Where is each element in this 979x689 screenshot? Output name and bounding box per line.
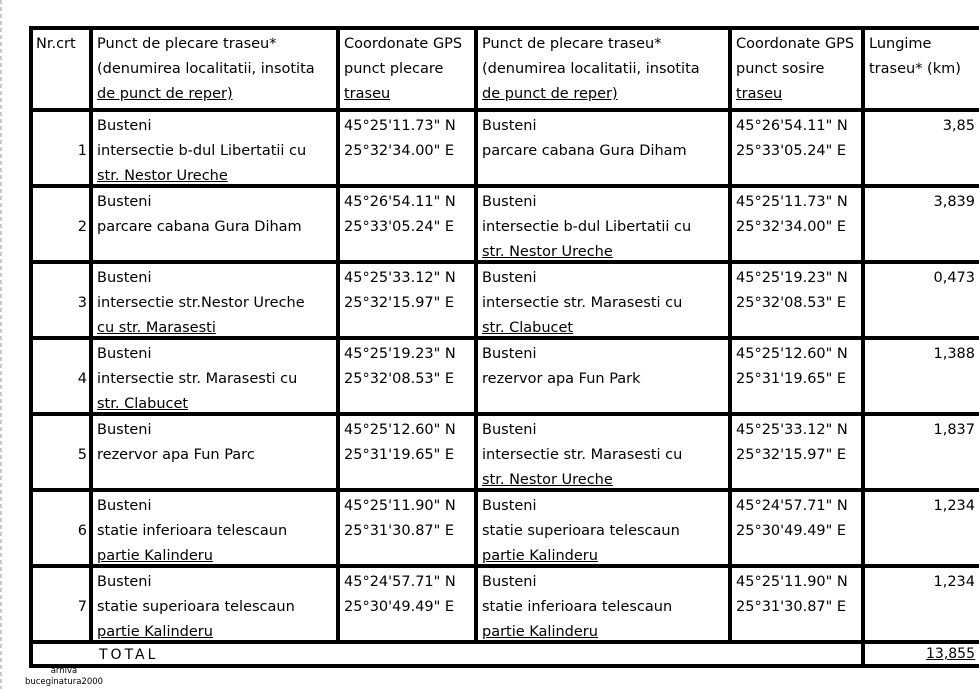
route-length-text: 1,388 — [933, 346, 975, 362]
cell-line: Busteni — [97, 574, 152, 590]
cell-line: Busteni — [482, 498, 537, 514]
credit-line-1: arhiva — [50, 666, 78, 676]
row-number — [33, 340, 89, 412]
cell-line: 45°26'54.11" N — [344, 194, 456, 210]
cell-line: rezervor apa Fun Parc — [97, 447, 255, 463]
route-length-text: 3,85 — [942, 118, 975, 134]
end-point — [478, 568, 728, 640]
header-gps-start: Coordonate GPS punct plecare traseu — [340, 30, 474, 108]
cell-line: 45°25'19.23" N — [736, 270, 848, 286]
route-length-text: 3,839 — [933, 194, 975, 210]
cell-line: intersectie str. Marasesti cu — [482, 447, 683, 463]
cell-line: 25°32'34.00" E — [344, 143, 455, 159]
cell-line: parcare cabana Gura Diham — [97, 219, 302, 235]
cell-line: Busteni — [482, 422, 537, 438]
credit-line-2: buceginatura2000 — [24, 677, 104, 687]
cell-line: 25°32'34.00" E — [736, 219, 847, 235]
cell-line: statie inferioara telescaun — [482, 599, 673, 615]
cell-line: Busteni — [97, 194, 152, 210]
cell-line: 45°25'11.90" N — [736, 574, 848, 590]
route-length — [865, 264, 979, 336]
cell-line: 45°25'11.73" N — [344, 118, 456, 134]
cell-line: 45°24'57.71" N — [344, 574, 456, 590]
cell-line: Busteni — [482, 346, 537, 362]
end-point — [478, 340, 728, 412]
gps-end — [732, 568, 861, 640]
row-number — [33, 492, 89, 564]
route-length-text: 1,234 — [933, 574, 975, 590]
cell-line: 45°24'57.71" N — [736, 498, 848, 514]
cell-line: partie Kalinderu — [97, 548, 213, 564]
cell-line: 25°31'30.87" E — [344, 523, 455, 539]
row-number — [33, 416, 89, 488]
cell-line: Busteni — [482, 194, 537, 210]
cell-line: 25°32'15.97" E — [736, 447, 847, 463]
cell-line: 45°25'11.73" N — [736, 194, 848, 210]
gps-end — [732, 340, 861, 412]
gps-start — [340, 340, 474, 412]
gps-end — [732, 492, 861, 564]
cell-line: partie Kalinderu — [97, 624, 213, 640]
cell-line: 25°33'05.24" E — [344, 219, 455, 235]
row-number-text: 2 — [77, 219, 87, 235]
cell-line: Busteni — [97, 118, 152, 134]
cell-line: 25°30'49.49" E — [736, 523, 847, 539]
gps-end — [732, 264, 861, 336]
end-point — [478, 264, 728, 336]
cell-line: Busteni — [97, 270, 152, 286]
cell-line: statie superioara telescaun — [482, 523, 680, 539]
routes-table — [29, 26, 979, 668]
total-label: TOTAL — [33, 644, 861, 664]
page-edge — [0, 0, 2, 689]
end-point — [478, 112, 728, 184]
cell-line: 45°25'12.60" N — [344, 422, 456, 438]
cell-line: Busteni — [97, 422, 152, 438]
cell-line: intersectie b-dul Libertatii cu — [482, 219, 692, 235]
row-number — [33, 112, 89, 184]
cell-line: 25°32'15.97" E — [344, 295, 455, 311]
cell-line: 25°33'05.24" E — [736, 143, 847, 159]
archive-credit — [4, 666, 124, 688]
route-length — [865, 568, 979, 640]
cell-line: str. Clabucet — [97, 396, 189, 412]
start-point — [93, 492, 336, 564]
end-point — [478, 416, 728, 488]
row-number-text: 4 — [77, 371, 87, 387]
row-number-text: 7 — [77, 599, 87, 615]
cell-line: intersectie str.Nestor Ureche — [97, 295, 305, 311]
route-length — [865, 492, 979, 564]
cell-line: Busteni — [97, 346, 152, 362]
cell-line: rezervor apa Fun Park — [482, 371, 641, 387]
row-number — [33, 568, 89, 640]
start-point — [93, 188, 336, 260]
cell-line: Busteni — [482, 118, 537, 134]
cell-line: 25°32'08.53" E — [736, 295, 847, 311]
cell-line: 25°31'30.87" E — [736, 599, 847, 615]
cell-line: partie Kalinderu — [482, 624, 598, 640]
cell-line: statie inferioara telescaun — [97, 523, 288, 539]
cell-line: 45°25'11.90" N — [344, 498, 456, 514]
cell-line: 25°32'08.53" E — [344, 371, 455, 387]
row-number-text: 1 — [77, 143, 87, 159]
row-number-text: 6 — [77, 523, 87, 539]
gps-start — [340, 568, 474, 640]
route-length — [865, 188, 979, 260]
cell-line: str. Nestor Ureche — [97, 168, 228, 184]
cell-line: intersectie b-dul Libertatii cu — [97, 143, 307, 159]
cell-line: 45°25'33.12" N — [344, 270, 456, 286]
gps-start — [340, 112, 474, 184]
gps-start — [340, 188, 474, 260]
cell-line: Busteni — [97, 498, 152, 514]
header-gps-end: Coordonate GPS punct sosire traseu — [732, 30, 861, 108]
cell-line: intersectie str. Marasesti cu — [97, 371, 298, 387]
start-point — [93, 416, 336, 488]
cell-line: cu str. Marasesti — [97, 320, 216, 336]
gps-start — [340, 416, 474, 488]
cell-line: 45°25'12.60" N — [736, 346, 848, 362]
cell-line: 25°31'19.65" E — [344, 447, 455, 463]
cell-line: parcare cabana Gura Diham — [482, 143, 687, 159]
cell-line: 25°31'19.65" E — [736, 371, 847, 387]
end-point — [478, 492, 728, 564]
gps-end — [732, 112, 861, 184]
cell-line: str. Nestor Ureche — [482, 244, 613, 260]
route-length — [865, 416, 979, 488]
cell-line: 45°25'19.23" N — [344, 346, 456, 362]
cell-line: partie Kalinderu — [482, 548, 598, 564]
header-start-point: Punct de plecare traseu* (denumirea localitatii, insotita de punct de reper) — [93, 30, 336, 108]
cell-line: 45°25'33.12" N — [736, 422, 848, 438]
header-nr: Nr.crt — [33, 30, 89, 108]
cell-line: 45°26'54.11" N — [736, 118, 848, 134]
cell-line: str. Clabucet — [482, 320, 574, 336]
gps-end — [732, 416, 861, 488]
gps-start — [340, 264, 474, 336]
route-length-text: 1,234 — [933, 498, 975, 514]
cell-line: Busteni — [482, 574, 537, 590]
start-point — [93, 112, 336, 184]
start-point — [93, 568, 336, 640]
cell-line: intersectie str. Marasesti cu — [482, 295, 683, 311]
header-length: Lungime traseu* (km) — [865, 30, 979, 108]
total-value: 13,855 — [865, 644, 979, 664]
row-number-text: 5 — [77, 447, 87, 463]
header-end-point: Punct de plecare traseu* (denumirea localitatii, insotita de punct de reper) — [478, 30, 728, 108]
row-number-text: 3 — [77, 295, 87, 311]
gps-start — [340, 492, 474, 564]
cell-line: str. Nestor Ureche — [482, 472, 613, 488]
cell-line: Busteni — [482, 270, 537, 286]
route-length-text: 1,837 — [933, 422, 975, 438]
cell-line: statie superioara telescaun — [97, 599, 295, 615]
route-length — [865, 340, 979, 412]
route-length-text: 0,473 — [933, 270, 975, 286]
row-number — [33, 188, 89, 260]
gps-end — [732, 188, 861, 260]
route-length — [865, 112, 979, 184]
start-point — [93, 340, 336, 412]
end-point — [478, 188, 728, 260]
start-point — [93, 264, 336, 336]
row-number — [33, 264, 89, 336]
cell-line: 25°30'49.49" E — [344, 599, 455, 615]
